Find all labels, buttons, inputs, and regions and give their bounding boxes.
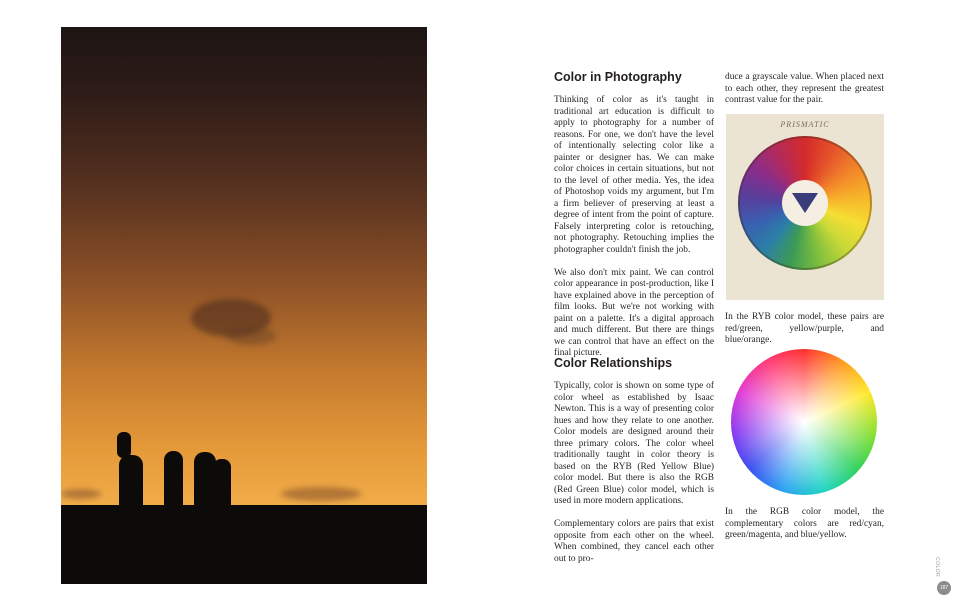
caption-ryb: In the RYB color model, these pairs are red/green, yellow/purple, and blue/orange.: [725, 312, 884, 345]
cloud: [226, 327, 276, 345]
silhouette-child: [164, 451, 183, 507]
primary-triangle-icon: [792, 193, 818, 213]
paragraph: Complementary colors are pairs that exist opposite from each other on the wheel. When combined, they cancel each other out to pro-: [554, 519, 714, 564]
text-column-left-bottom: [554, 381, 714, 577]
silhouette-adult: [119, 455, 143, 507]
silhouette-child-lifted: [117, 432, 131, 458]
ground-horizon: [61, 505, 427, 584]
ryb-prismatic-wheel-image: [726, 114, 884, 300]
cloud: [281, 487, 361, 501]
rgb-color-wheel: [731, 349, 877, 495]
heading-color-relationships: Color Relationships: [554, 356, 673, 370]
running-footer: COLOR: [934, 557, 940, 578]
sunset-silhouette-photo: [61, 27, 427, 584]
page-number: 187: [937, 581, 951, 595]
text-column-left-top: [554, 95, 714, 371]
paragraph: Thinking of color as it's taught in traditional art education is difficult to apply to photography for a number of reasons. For one, we don't have the level of intentionally selecting color like a painter or designer has. We can make color choices in certain situations, but not to the level of other media. Yes, the idea of Photoshop voids my argument, but I'm a firm believer of preserving at least a degree of intent from the point of capture. Falsely interpreting color is retouching, not photography. Retouching implies the photographer couldn't finish the job.: [554, 95, 714, 255]
ryb-color-wheel: [738, 136, 872, 270]
text-continued: duce a grayscale value. When placed next to each other, they represent the greatest contrast value for the pair.: [725, 72, 884, 105]
prismatic-title: PRISMATIC: [780, 120, 830, 129]
heading-color-in-photography: Color in Photography: [554, 70, 682, 84]
paragraph: Typically, color is shown on some type of color wheel as established by Isaac Newton. This is a way of presenting color hues and how they relate to one another. Color models are designed around their three primary colors. The color wheel traditionally taught in color theory is based on the RYB (Red Yellow Blue) color model. But there is also the RGB (Red Green Blue) color model, which is used in more modern applications.: [554, 381, 714, 506]
paragraph: We also don't mix paint. We can control color appearance in post-production, like I have explained above in the perception of film looks. But we're not working with paint on a palette. It's a digital approach and much different. But there are things we can control that have an effect on the final picture.: [554, 267, 714, 358]
wheel-center: [782, 180, 828, 226]
caption-rgb: In the RGB color model, the complementary colors are red/cyan, green/magenta, and blue/yellow.: [725, 507, 884, 540]
silhouette-child: [213, 459, 231, 507]
cloud: [61, 489, 101, 499]
